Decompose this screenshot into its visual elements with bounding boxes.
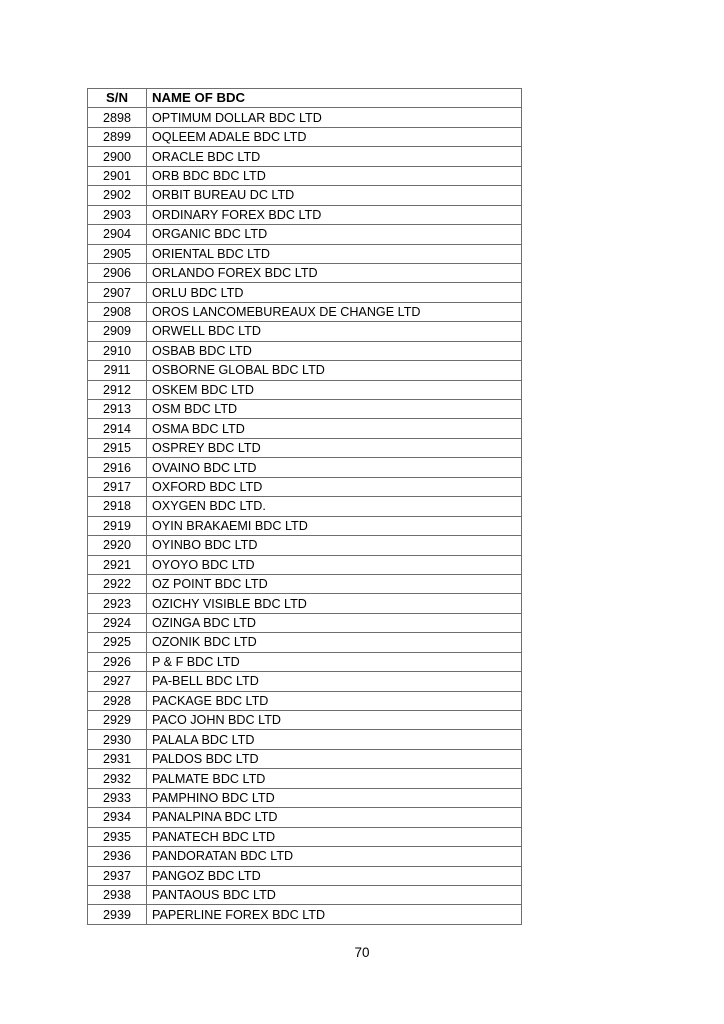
serial-number-cell: 2932 (88, 769, 147, 788)
bdc-name-cell: PANALPINA BDC LTD (147, 808, 522, 827)
table-row (88, 263, 522, 282)
serial-number-cell: 2899 (88, 127, 147, 146)
table-row (88, 361, 522, 380)
table-row (88, 594, 522, 613)
bdc-name-cell: OSKEM BDC LTD (147, 380, 522, 399)
bdc-name-cell: OSMA BDC LTD (147, 419, 522, 438)
table-row (88, 147, 522, 166)
bdc-name-cell: PALMATE BDC LTD (147, 769, 522, 788)
serial-number-cell: 2922 (88, 574, 147, 593)
bdc-name-cell: OQLEEM ADALE BDC LTD (147, 127, 522, 146)
table-row (88, 438, 522, 457)
table-row (88, 574, 522, 593)
bdc-name-cell: OROS LANCOMEBUREAUX DE CHANGE LTD (147, 302, 522, 321)
table-row (88, 225, 522, 244)
serial-number-cell: 2903 (88, 205, 147, 224)
bdc-name-cell: ORACLE BDC LTD (147, 147, 522, 166)
table-row (88, 516, 522, 535)
bdc-name-cell: PANDORATAN BDC LTD (147, 847, 522, 866)
serial-number-cell: 2904 (88, 225, 147, 244)
serial-number-cell: 2917 (88, 477, 147, 496)
bdc-name-cell: OXYGEN BDC LTD. (147, 497, 522, 516)
serial-number-cell: 2921 (88, 555, 147, 574)
bdc-name-cell: OYINBO BDC LTD (147, 536, 522, 555)
bdc-table (87, 88, 522, 925)
serial-number-cell: 2924 (88, 613, 147, 632)
bdc-name-cell: ORDINARY FOREX BDC LTD (147, 205, 522, 224)
table-row (88, 127, 522, 146)
table-row (88, 302, 522, 321)
bdc-name-cell: PANGOZ BDC LTD (147, 866, 522, 885)
bdc-name-cell: ORLANDO FOREX BDC LTD (147, 263, 522, 282)
serial-number-cell: 2933 (88, 788, 147, 807)
table-row (88, 419, 522, 438)
table-row (88, 633, 522, 652)
serial-number-cell: 2925 (88, 633, 147, 652)
header-name-of-bdc: NAME OF BDC (147, 89, 522, 108)
serial-number-cell: 2901 (88, 166, 147, 185)
serial-number-cell: 2935 (88, 827, 147, 846)
table-row (88, 788, 522, 807)
serial-number-cell: 2937 (88, 866, 147, 885)
header-sn: S/N (88, 89, 147, 108)
serial-number-cell: 2900 (88, 147, 147, 166)
table-row (88, 380, 522, 399)
table-row (88, 205, 522, 224)
serial-number-cell: 2909 (88, 322, 147, 341)
table-row (88, 283, 522, 302)
serial-number-cell: 2911 (88, 361, 147, 380)
bdc-name-cell: ORBIT BUREAU DC LTD (147, 186, 522, 205)
table-row (88, 808, 522, 827)
bdc-name-cell: OVAINO BDC LTD (147, 458, 522, 477)
serial-number-cell: 2914 (88, 419, 147, 438)
bdc-name-cell: OYIN BRAKAEMI BDC LTD (147, 516, 522, 535)
serial-number-cell: 2918 (88, 497, 147, 516)
bdc-name-cell: OZONIK BDC LTD (147, 633, 522, 652)
serial-number-cell: 2915 (88, 438, 147, 457)
serial-number-cell: 2920 (88, 536, 147, 555)
table-body (88, 108, 522, 924)
bdc-name-cell: PACO JOHN BDC LTD (147, 711, 522, 730)
header-row (88, 89, 522, 108)
serial-number-cell: 2923 (88, 594, 147, 613)
table-row (88, 400, 522, 419)
bdc-name-cell: PALDOS BDC LTD (147, 749, 522, 768)
serial-number-cell: 2939 (88, 905, 147, 924)
serial-number-cell: 2906 (88, 263, 147, 282)
bdc-name-cell: OZICHY VISIBLE BDC LTD (147, 594, 522, 613)
table-row (88, 730, 522, 749)
serial-number-cell: 2898 (88, 108, 147, 127)
bdc-name-cell: OZ POINT BDC LTD (147, 574, 522, 593)
bdc-name-cell: PAMPHINO BDC LTD (147, 788, 522, 807)
table-row (88, 711, 522, 730)
table-row (88, 847, 522, 866)
serial-number-cell: 2919 (88, 516, 147, 535)
bdc-name-cell: OSBORNE GLOBAL BDC LTD (147, 361, 522, 380)
table-row (88, 749, 522, 768)
serial-number-cell: 2936 (88, 847, 147, 866)
serial-number-cell: 2929 (88, 711, 147, 730)
serial-number-cell: 2928 (88, 691, 147, 710)
table-row (88, 827, 522, 846)
table-row (88, 672, 522, 691)
serial-number-cell: 2912 (88, 380, 147, 399)
table-row (88, 497, 522, 516)
bdc-name-cell: OZINGA BDC LTD (147, 613, 522, 632)
table-row (88, 613, 522, 632)
bdc-name-cell: OPTIMUM DOLLAR BDC LTD (147, 108, 522, 127)
bdc-name-cell: ORIENTAL BDC LTD (147, 244, 522, 263)
serial-number-cell: 2902 (88, 186, 147, 205)
table-row (88, 652, 522, 671)
table-row (88, 769, 522, 788)
table-row (88, 166, 522, 185)
serial-number-cell: 2930 (88, 730, 147, 749)
serial-number-cell: 2913 (88, 400, 147, 419)
table-row (88, 244, 522, 263)
bdc-name-cell: PANATECH BDC LTD (147, 827, 522, 846)
serial-number-cell: 2916 (88, 458, 147, 477)
table-row (88, 458, 522, 477)
bdc-name-cell: PA-BELL BDC LTD (147, 672, 522, 691)
bdc-name-cell: PALALA BDC LTD (147, 730, 522, 749)
bdc-name-cell: OYOYO BDC LTD (147, 555, 522, 574)
serial-number-cell: 2934 (88, 808, 147, 827)
bdc-name-cell: PAPERLINE FOREX BDC LTD (147, 905, 522, 924)
table-row (88, 108, 522, 127)
serial-number-cell: 2907 (88, 283, 147, 302)
bdc-name-cell: OXFORD BDC LTD (147, 477, 522, 496)
serial-number-cell: 2927 (88, 672, 147, 691)
table-row (88, 536, 522, 555)
serial-number-cell: 2926 (88, 652, 147, 671)
table-row (88, 555, 522, 574)
table-row (88, 885, 522, 904)
page-number: 70 (354, 945, 370, 960)
bdc-name-cell: PACKAGE BDC LTD (147, 691, 522, 710)
table-row (88, 866, 522, 885)
bdc-name-cell: OSM BDC LTD (147, 400, 522, 419)
bdc-name-cell: ORLU BDC LTD (147, 283, 522, 302)
table-row (88, 691, 522, 710)
bdc-name-cell: P & F BDC LTD (147, 652, 522, 671)
bdc-name-cell: PANTAOUS BDC LTD (147, 885, 522, 904)
table-row (88, 341, 522, 360)
serial-number-cell: 2938 (88, 885, 147, 904)
serial-number-cell: 2931 (88, 749, 147, 768)
table-header (88, 89, 522, 108)
table-row (88, 905, 522, 924)
table-row (88, 477, 522, 496)
table-row (88, 322, 522, 341)
serial-number-cell: 2905 (88, 244, 147, 263)
bdc-name-cell: OSPREY BDC LTD (147, 438, 522, 457)
table-row (88, 186, 522, 205)
serial-number-cell: 2908 (88, 302, 147, 321)
bdc-name-cell: ORGANIC BDC LTD (147, 225, 522, 244)
bdc-name-cell: ORWELL BDC LTD (147, 322, 522, 341)
serial-number-cell: 2910 (88, 341, 147, 360)
bdc-name-cell: ORB BDC BDC LTD (147, 166, 522, 185)
bdc-name-cell: OSBAB BDC LTD (147, 341, 522, 360)
